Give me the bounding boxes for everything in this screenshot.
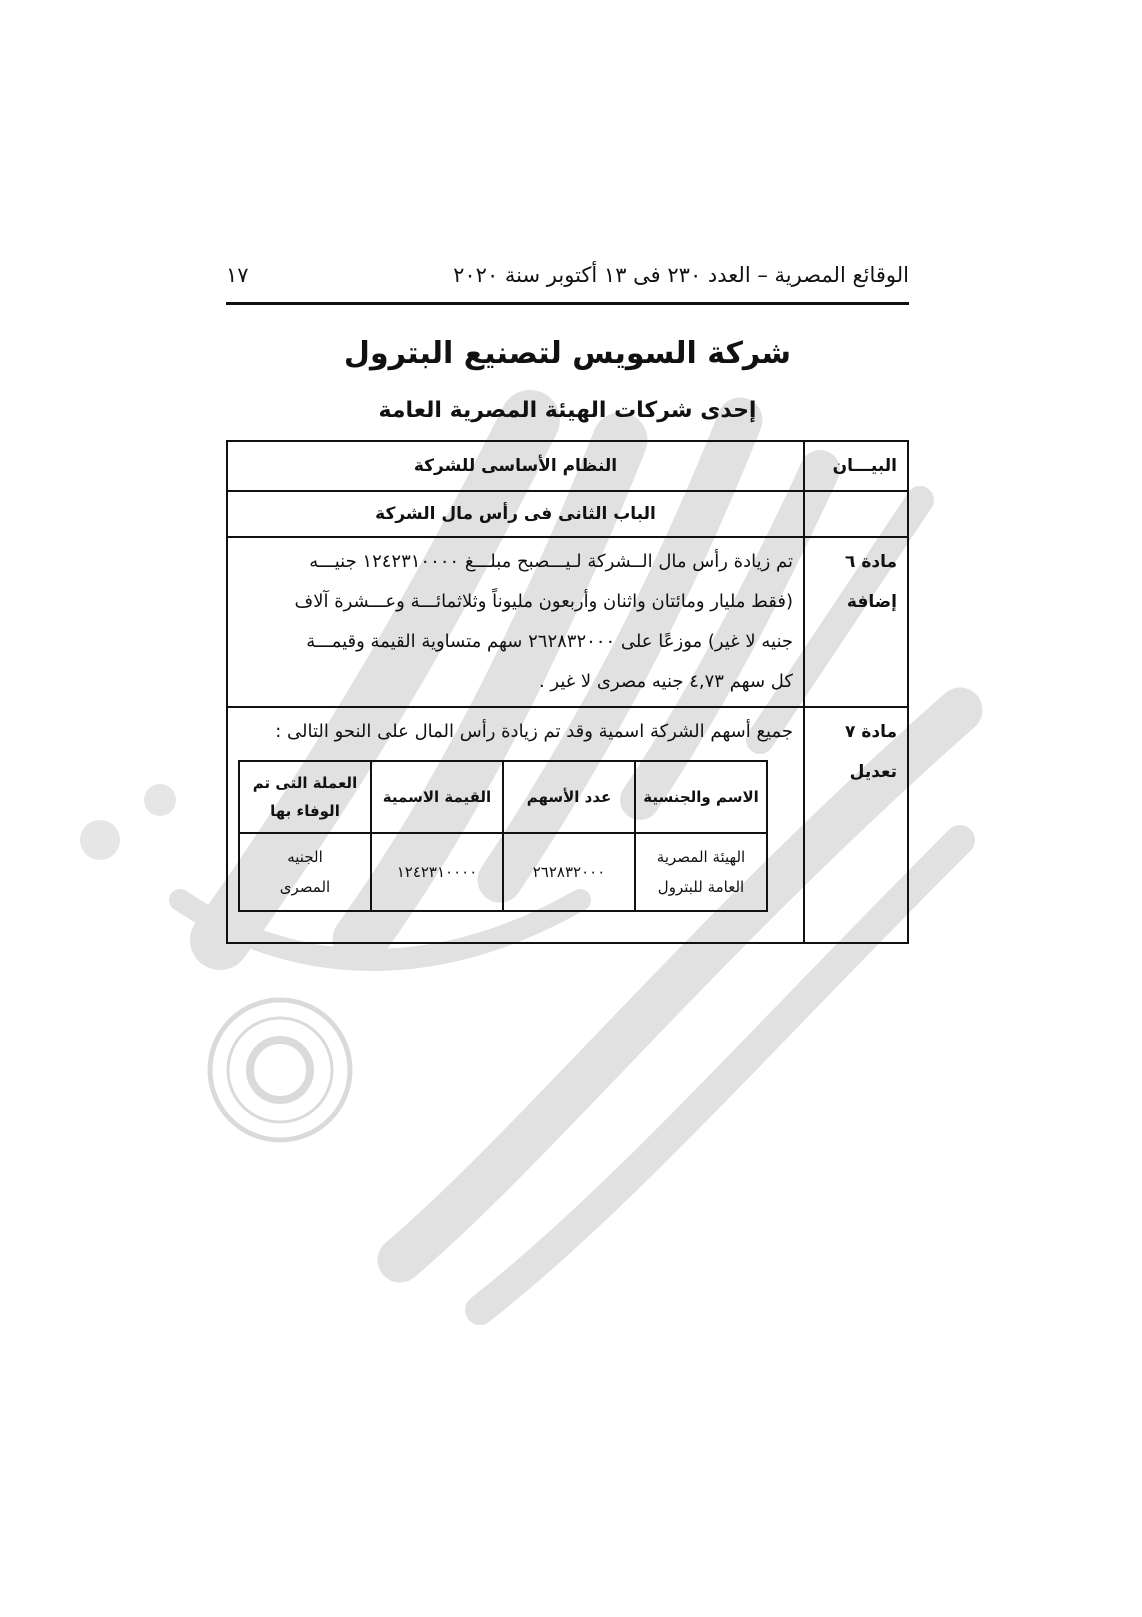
shareholder-name xyxy=(635,833,767,911)
shareholder-name-line: الهيئة المصرية xyxy=(656,848,746,866)
label-column-header: البيـــان xyxy=(804,441,908,491)
header-divider xyxy=(226,302,909,305)
article-6-number: مادة ٦ xyxy=(845,552,897,572)
payment-currency xyxy=(239,833,371,911)
nominal-value-header: القيمة الاسمية xyxy=(371,761,503,833)
company-subtitle: إحدى شركات الهيئة المصرية العامة xyxy=(378,398,757,423)
table-header-row xyxy=(227,441,908,491)
article-7-row xyxy=(227,707,908,943)
article-6-line: تم زيادة رأس مال الــشركة لـيـــصبح مبلـــغ ١٢٤٢٣١٠٠٠٠ جنيـــه xyxy=(309,551,793,572)
currency-header-line: العملة التى تم xyxy=(252,774,358,792)
shareholders-table xyxy=(238,760,768,912)
article-7-label xyxy=(804,707,908,943)
table-row xyxy=(239,833,767,911)
payment-currency-line: الجنيه xyxy=(287,848,323,866)
article-7-content xyxy=(227,707,804,943)
articles-table xyxy=(226,440,909,944)
shareholders-header-row xyxy=(239,761,767,833)
nominal-value: ١٢٤٢٣١٠٠٠٠ xyxy=(371,833,503,911)
chapter-row xyxy=(227,491,908,537)
payment-currency-line: المصرى xyxy=(279,878,331,896)
publication-info: الوقائع المصرية – العدد ٢٣٠ فى ١٣ أكتوبر سنة ٢٠٢٠ xyxy=(453,263,909,287)
chapter-label-cell xyxy=(804,491,908,537)
chapter-title: الباب الثانى فى رأس مال الشركة xyxy=(227,491,804,537)
currency-header xyxy=(239,761,371,833)
shareholder-name-line: العامة للبترول xyxy=(657,878,745,896)
name-nationality-header: الاسم والجنسية xyxy=(635,761,767,833)
shares-count: ٢٦٢٨٣٢٠٠٠ xyxy=(503,833,635,911)
article-7-action: تعديل xyxy=(849,762,897,782)
currency-header-line: الوفاء بها xyxy=(270,802,340,820)
article-6-line: كل سهم ٤,٧٣ جنيه مصرى لا غير . xyxy=(538,671,793,692)
article-7-intro: جميع أسهم الشركة اسمية وقد تم زيادة رأس المال على النحو التالى : xyxy=(275,721,793,742)
article-6-line: (فقط مليار ومائتان واثنان وأربعون مليوناً وثلاثمائـــة وعـــشرة آلاف xyxy=(294,591,793,612)
article-6-action: إضافة xyxy=(846,592,897,612)
shares-count-header: عدد الأسهم xyxy=(503,761,635,833)
page-number: ١٧ xyxy=(226,263,249,287)
article-6-label xyxy=(804,537,908,707)
company-title: شركة السويس لتصنيع البترول xyxy=(343,336,792,371)
article-6-row xyxy=(227,537,908,707)
article-6-line: جنيه لا غير) موزعًا على ٢٦٢٨٣٢٠٠٠ سهم متساوية القيمة وقيمـــة xyxy=(306,631,793,652)
content-column-header: النظام الأساسى للشركة xyxy=(227,441,804,491)
article-6-text xyxy=(227,537,804,707)
page-header xyxy=(226,258,909,292)
article-7-number: مادة ٧ xyxy=(845,722,897,742)
